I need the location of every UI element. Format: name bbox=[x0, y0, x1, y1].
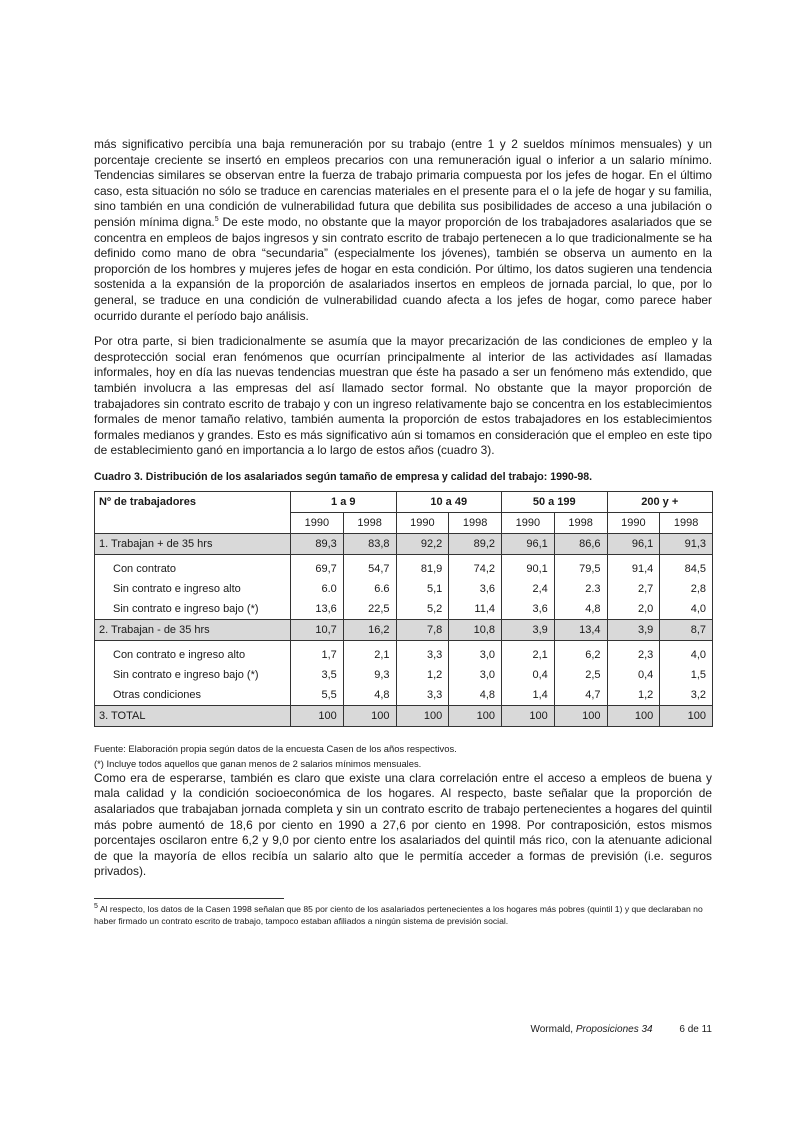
paragraph-3: Como era de esperarse, también es claro que existe una clara correlación entre el acceso a empleos de buena y mala calidad y la condición socioeconómica de los hogares. Al respecto, baste señalar que la proporción de asalariados que trabajaban jornada completa y sin un contrato escrito de trabajo pertenecientes a hogares del quintil más pobre aumentó de 18,6 por ciento en 1990 a 27,6 por ciento en 1998. Por contraposición, estos mismos porcentajes oscilaron entre 6,2 y 9,0 por ciento entre los asalariados del quintil más rico, con la atenuante adicional de que la mayoría de ellos recibía un salario alto que le permitía acceder a formas de previsión (i.e. seguros privados). bbox=[94, 770, 712, 879]
table-cell: 6.0 bbox=[291, 579, 344, 599]
table-row bbox=[95, 645, 713, 665]
table-cell: 1,4 bbox=[502, 685, 555, 706]
table-cell: 91,4 bbox=[607, 559, 660, 579]
document-page bbox=[94, 137, 712, 927]
table-cell: 3,3 bbox=[396, 685, 449, 706]
year-header: 1990 bbox=[502, 512, 555, 533]
row-label: Sin contrato e ingreso alto bbox=[95, 579, 291, 599]
table-cell: 2,1 bbox=[343, 645, 396, 665]
table-cell: 84,5 bbox=[660, 559, 713, 579]
table-cell: 4,0 bbox=[660, 599, 713, 620]
table-cell: 2,5 bbox=[554, 665, 607, 685]
table-cell: 6,2 bbox=[554, 645, 607, 665]
row-label: Sin contrato e ingreso bajo (*) bbox=[95, 599, 291, 620]
table-cell: 100 bbox=[660, 705, 713, 726]
table-cell: 0,4 bbox=[502, 665, 555, 685]
table-row bbox=[95, 559, 713, 579]
table-cell: 11,4 bbox=[449, 599, 502, 620]
table-corner-header: Nº de trabajadores bbox=[95, 491, 291, 533]
table-cell: 3,6 bbox=[449, 579, 502, 599]
year-header: 1998 bbox=[554, 512, 607, 533]
table-cell: 81,9 bbox=[396, 559, 449, 579]
table-cell: 100 bbox=[449, 705, 502, 726]
table-row-section-2 bbox=[95, 619, 713, 640]
table-row bbox=[95, 685, 713, 706]
table-cell: 4,8 bbox=[554, 599, 607, 620]
table-cell: 9,3 bbox=[343, 665, 396, 685]
table-cell: 89,2 bbox=[449, 533, 502, 554]
footer-publication: Proposiciones 34 bbox=[575, 1024, 653, 1035]
year-header: 1998 bbox=[660, 512, 713, 533]
table-notes bbox=[94, 741, 712, 771]
table-cell: 1,2 bbox=[607, 685, 660, 706]
table-cell: 1,5 bbox=[660, 665, 713, 685]
table-cell: 22,5 bbox=[343, 599, 396, 620]
table-cell: 3,0 bbox=[449, 645, 502, 665]
table-cell: 100 bbox=[502, 705, 555, 726]
table-cell: 3,9 bbox=[502, 619, 555, 640]
table-asterisk-note: (*) Incluye todos aquellos que ganan menos de 2 salarios mínimos mensuales. bbox=[94, 757, 422, 769]
table-cell: 79,5 bbox=[554, 559, 607, 579]
row-label: Sin contrato e ingreso bajo (*) bbox=[95, 665, 291, 685]
table-cell: 2,7 bbox=[607, 579, 660, 599]
table-row-section-1 bbox=[95, 533, 713, 554]
table-cell: 1,7 bbox=[291, 645, 344, 665]
data-table bbox=[94, 491, 713, 727]
table-cell: 100 bbox=[343, 705, 396, 726]
row-label: Con contrato bbox=[95, 559, 291, 579]
table-cell: 13,4 bbox=[554, 619, 607, 640]
table-cell: 89,3 bbox=[291, 533, 344, 554]
table-cell: 2.3 bbox=[554, 579, 607, 599]
table-row bbox=[95, 599, 713, 620]
page-number: 6 de 11 bbox=[679, 1024, 712, 1035]
table-source-note: Fuente: Elaboración propia según datos de la encuesta Casen de los años respectivos. bbox=[94, 742, 457, 754]
footnote bbox=[94, 903, 712, 927]
footnote-text: Al respecto, los datos de la Casen 1998 señalan que 85 por ciento de los asalariados pertenecientes a los hogares más pobres (quintil 1) y que declaraban no haber firmado un contrato escrito de trabajo, tampoco estaban afiliados a ningún sistema de previsión social. bbox=[94, 904, 703, 927]
row-label: 3. TOTAL bbox=[95, 705, 291, 726]
table-cell: 3,9 bbox=[607, 619, 660, 640]
table-cell: 4,7 bbox=[554, 685, 607, 706]
table-cell: 100 bbox=[291, 705, 344, 726]
table-cell: 100 bbox=[607, 705, 660, 726]
table-cell: 13,6 bbox=[291, 599, 344, 620]
footnote-reference[interactable]: 5 bbox=[214, 216, 219, 223]
table-cell: 3,0 bbox=[449, 665, 502, 685]
table-cell: 1,2 bbox=[396, 665, 449, 685]
table-cell: 96,1 bbox=[607, 533, 660, 554]
paragraph-1-text-b: De este modo, no obstante que la mayor proporción de los trabajadores asalariados que se concentra en empleos de bajos ingresos y sin contrato escrito de trabajo pertenecen a lo que tradicionalmente se ha definido como mano de obra “secundaria” (especialmente los jóvenes), también se observa un aumento en la proporción de los hombres y mujeres jefes de hogar en esta condición. Por último, los datos sugieren una tendencia sostenida a la expansión de la proporción de asalariados insertos en empleos de jornada parcial, lo que, por lo general, se traduce en una condición de vulnerabilidad cuando afecta a los jefes de hogar, como parece haber ocurrido durante el período bajo análisis. bbox=[94, 214, 713, 323]
table-cell: 16,2 bbox=[343, 619, 396, 640]
paragraph-1-text-a: más significativo percibía una baja remuneración por su trabajo (entre 1 y 2 sueldos mínimos mensuales) y un porcentaje creciente se insertó en empleos precarios con una remuneración igual o inferior a un salario mínimo. Tendencias similares se observan entre la fuerza de trabajo primaria compuesta por los jefes de hogar. En el último caso, esta situación no sólo se traduce en carencias materiales en el presente para el o la jefe de hogar y su familia, sino también en una condición de vulnerabilidad futura que debilita sus posibilidades de acceso a una jubilación o pensión mínima digna. bbox=[94, 137, 712, 229]
table-caption: Cuadro 3. Distribución de los asalariados según tamaño de empresa y calidad del trabajo: 1990-98. bbox=[94, 470, 593, 483]
table-cell: 2,1 bbox=[502, 645, 555, 665]
table-cell: 5,1 bbox=[396, 579, 449, 599]
group-header-1: 1 a 9 bbox=[291, 491, 397, 512]
table-cell: 4,8 bbox=[449, 685, 502, 706]
group-header-4: 200 y + bbox=[607, 491, 713, 512]
table-cell: 8,7 bbox=[660, 619, 713, 640]
table-cell: 0,4 bbox=[607, 665, 660, 685]
table-cell: 6.6 bbox=[343, 579, 396, 599]
year-header: 1990 bbox=[291, 512, 344, 533]
table-cell: 74,2 bbox=[449, 559, 502, 579]
table-cell: 4,0 bbox=[660, 645, 713, 665]
paragraph-2: Por otra parte, si bien tradicionalmente se asumía que la mayor precarización de las condiciones de empleo y la desprotección social eran fenómenos que ocurrían principalmente al interior de las actividades así llamadas informales, hoy en día las nuevas tendencias muestran que éste ha pasado a ser un fenómeno más extendido, que también involucra a las empresas del así llamado sector formal. No obstante que la mayor proporción de trabajadores sin contrato escrito de trabajo y con un ingreso relativamente bajo se concentra en los establecimientos formales de menor tamaño relativo, también aumenta la proporción de estos trabajadores en los establecimientos formales medianos y grandes. Esto es más significativo aún si tomamos en consideración que el empleo en este tipo de establecimiento ganó en importancia a lo largo de estos años (cuadro 3). bbox=[94, 334, 712, 458]
table-cell: 96,1 bbox=[502, 533, 555, 554]
table-row bbox=[95, 665, 713, 685]
table-cell: 86,6 bbox=[554, 533, 607, 554]
row-label: 2. Trabajan - de 35 hrs bbox=[95, 619, 291, 640]
row-label: Con contrato e ingreso alto bbox=[95, 645, 291, 665]
table-row bbox=[95, 579, 713, 599]
group-header-2: 10 a 49 bbox=[396, 491, 502, 512]
table-cell: 4,8 bbox=[343, 685, 396, 706]
footer-author: Wormald, bbox=[530, 1024, 574, 1035]
table-cell: 3,2 bbox=[660, 685, 713, 706]
table-cell: 5,5 bbox=[291, 685, 344, 706]
table-cell: 2,3 bbox=[607, 645, 660, 665]
table-cell: 90,1 bbox=[502, 559, 555, 579]
table-cell: 54,7 bbox=[343, 559, 396, 579]
table-cell: 100 bbox=[396, 705, 449, 726]
table-cell: 7,8 bbox=[396, 619, 449, 640]
table-cell: 2,4 bbox=[502, 579, 555, 599]
year-header: 1998 bbox=[343, 512, 396, 533]
table-cell: 2,8 bbox=[660, 579, 713, 599]
table-cell: 69,7 bbox=[291, 559, 344, 579]
table-cell: 3,3 bbox=[396, 645, 449, 665]
table-cell: 3,6 bbox=[502, 599, 555, 620]
table-cell: 92,2 bbox=[396, 533, 449, 554]
table-cell: 83,8 bbox=[343, 533, 396, 554]
table-cell: 10,7 bbox=[291, 619, 344, 640]
row-label: Otras condiciones bbox=[95, 685, 291, 706]
year-header: 1998 bbox=[449, 512, 502, 533]
table-cell: 2,0 bbox=[607, 599, 660, 620]
table-cell: 3,5 bbox=[291, 665, 344, 685]
table-cell: 100 bbox=[554, 705, 607, 726]
table-cell: 10,8 bbox=[449, 619, 502, 640]
row-label: 1. Trabajan + de 35 hrs bbox=[95, 533, 291, 554]
year-header: 1990 bbox=[607, 512, 660, 533]
group-header-3: 50 a 199 bbox=[502, 491, 608, 512]
table-header-row-groups bbox=[95, 491, 713, 512]
table-row-total bbox=[95, 705, 713, 726]
paragraph-1 bbox=[94, 137, 712, 324]
table-cell: 5,2 bbox=[396, 599, 449, 620]
page-footer bbox=[530, 1024, 712, 1035]
year-header: 1990 bbox=[396, 512, 449, 533]
footnote-number: 5 bbox=[94, 903, 98, 911]
footnote-divider bbox=[94, 898, 284, 899]
table-cell: 91,3 bbox=[660, 533, 713, 554]
